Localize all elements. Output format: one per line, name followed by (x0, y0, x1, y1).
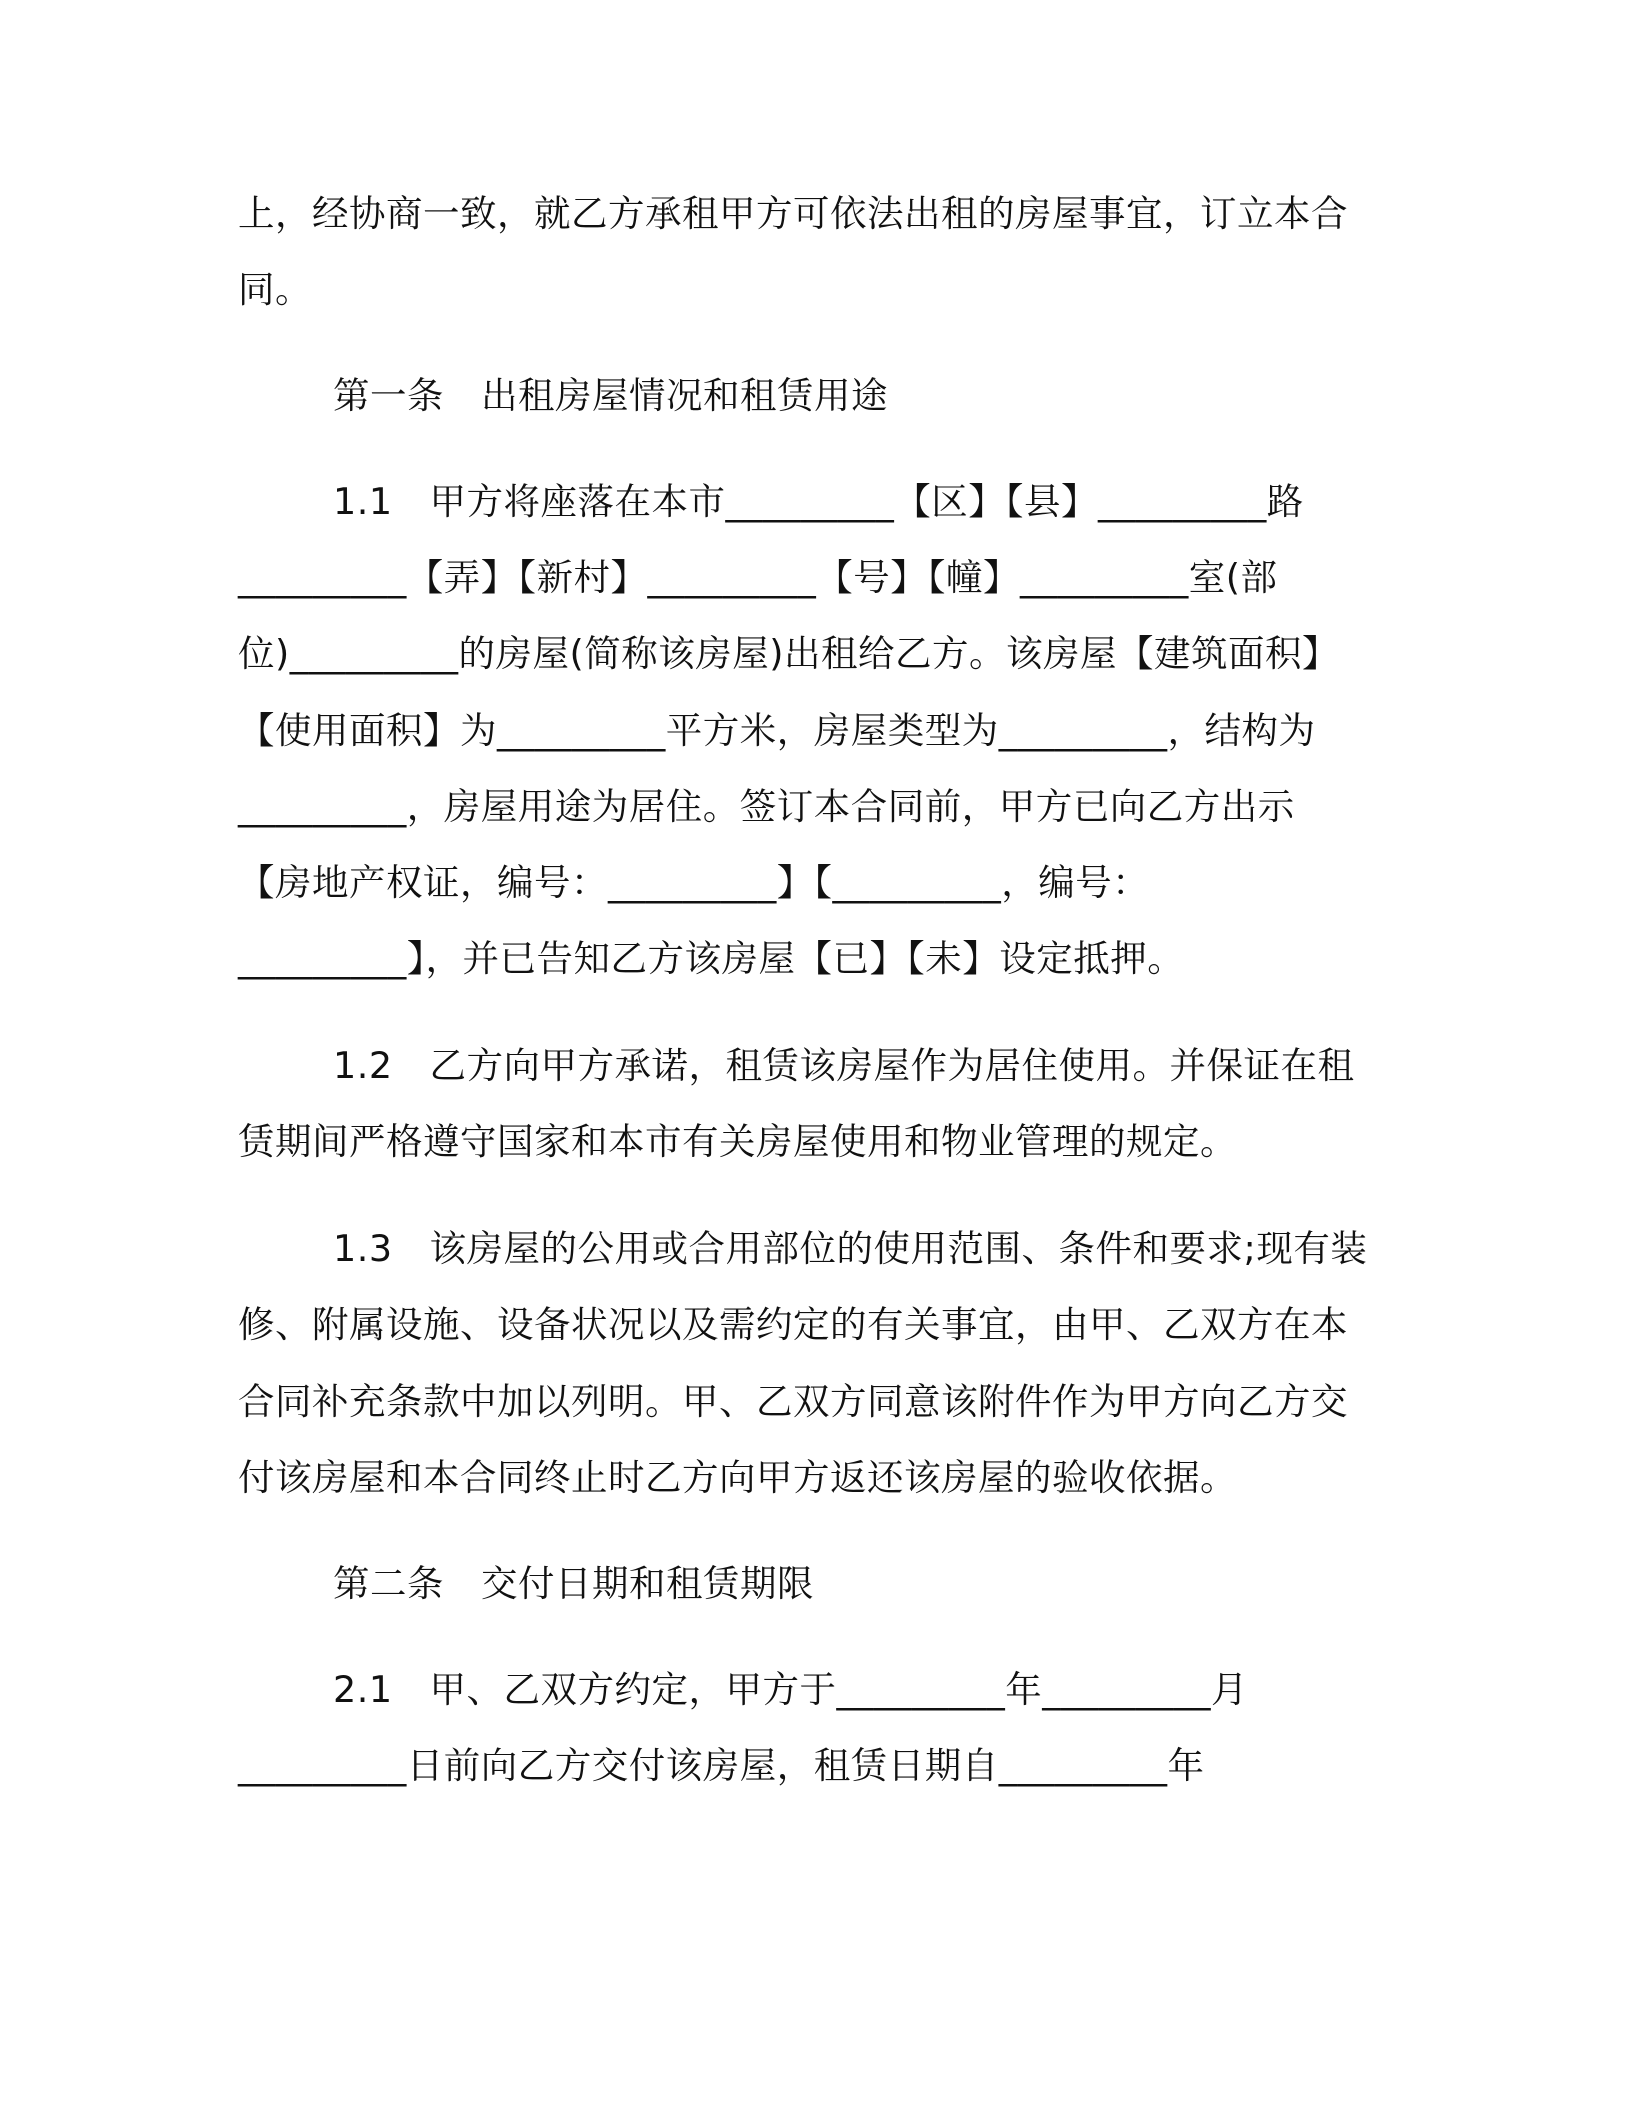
clause-1-3-line-4: 付该房屋和本合同终止时乙方向甲方返还该房屋的验收依据。 (238, 1456, 1237, 1499)
clause-1-3-line-3: 合同补充条款中加以列明。甲、乙双方同意该附件作为甲方向乙方交 (238, 1380, 1348, 1423)
clause-2-1-line-1: 2.1 甲、乙双方约定，甲方于_________年_________月 (333, 1668, 1249, 1711)
intro-line-2: 同。 (238, 268, 312, 311)
clause-1-1-line-4: 【使用面积】为_________平方米，房屋类型为_________，结构为 (238, 709, 1316, 752)
intro-line-1: 上，经协商一致，就乙方承租甲方可依法出租的房屋事宜，订立本合 (238, 192, 1348, 235)
clause-1-1-line-7: _________】，并已告知乙方该房屋【已】【未】设定抵押。 (238, 937, 1185, 980)
clause-1-1-line-6: 【房地产权证，编号：_________】【_________，编号： (238, 861, 1150, 904)
clause-1-1-line-5: _________，房屋用途为居住。签订本合同前，甲方已向乙方出示 (238, 785, 1295, 828)
clause-1-3-line-2: 修、附属设施、设备状况以及需约定的有关事宜，由甲、乙双方在本 (238, 1303, 1348, 1346)
clause-2-1-line-2: _________日前向乙方交付该房屋，租赁日期自_________年 (238, 1744, 1205, 1787)
clause-1-1-line-2: _________【弄】【新村】_________【号】【幢】_________室(部 (238, 556, 1278, 599)
article-2-heading: 第二条 交付日期和租赁期限 (333, 1562, 814, 1605)
clause-1-3-line-1: 1.3 该房屋的公用或合用部位的使用范围、条件和要求;现有装 (333, 1227, 1368, 1270)
clause-1-1-line-1: 1.1 甲方将座落在本市_________【区】【县】_________路 (333, 480, 1304, 523)
article-1-heading: 第一条 出租房屋情况和租赁用途 (333, 374, 888, 417)
clause-1-1-line-3: 位)_________的房屋(简称该房屋)出租给乙方。该房屋【建筑面积】 (238, 632, 1339, 675)
clause-1-2-line-1: 1.2 乙方向甲方承诺，租赁该房屋作为居住使用。并保证在租 (333, 1044, 1355, 1087)
clause-1-2-line-2: 赁期间严格遵守国家和本市有关房屋使用和物业管理的规定。 (238, 1120, 1237, 1163)
